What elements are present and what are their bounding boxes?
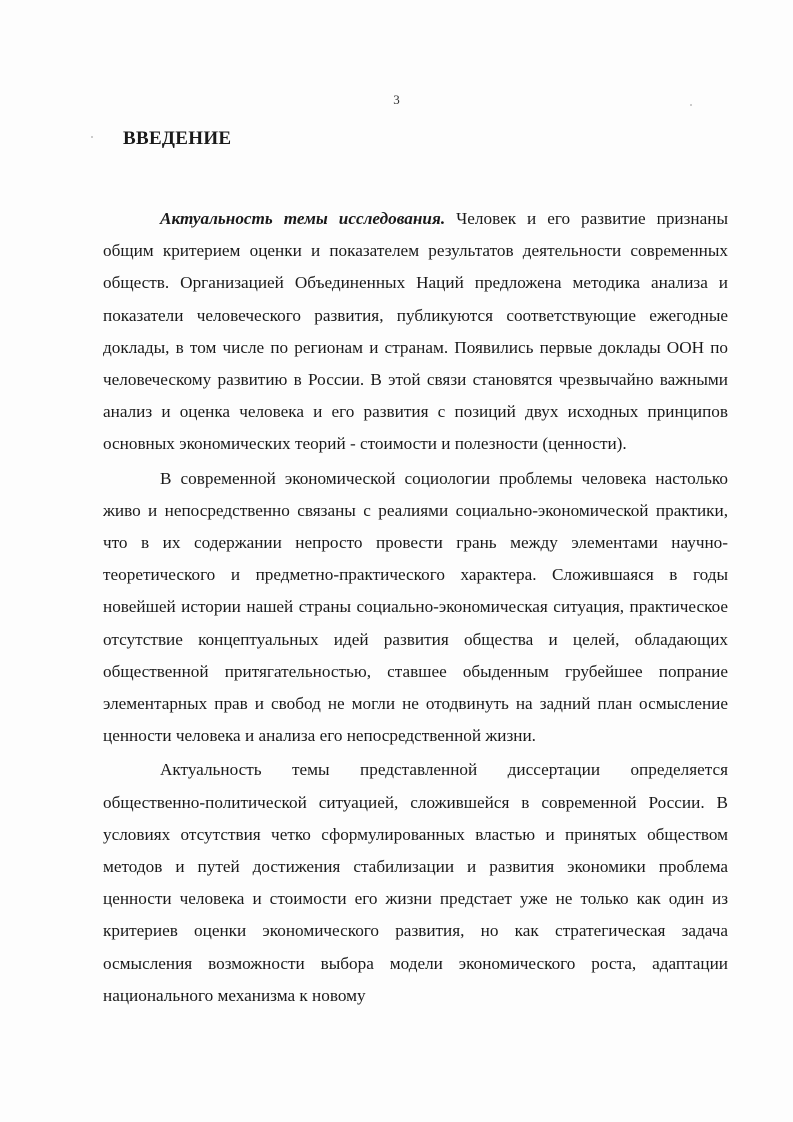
document-body xyxy=(103,203,728,1012)
section-heading: ВВЕДЕНИЕ xyxy=(123,128,232,149)
paragraph-sociology: В современной экономической социологии проблемы человека настолько живо и непосредственно связаны с реалиями социально-экономической практики, что в их содержании непросто провести грань между элементами научно-теоретического и предметно-практического характера. Сложившаяся в годы новейшей истории нашей страны социально-экономическая ситуация, практическое отсутствие концептуальных идей развития общества и целей, обладающих общественной притягательностью, ставшее обыденным грубейшее попрание элементарных прав и свобод не могли не отодвинуть на задний план осмысление ценности человека и анализа его непосредственной жизни. xyxy=(103,468,728,746)
paragraph-relevance xyxy=(103,203,728,461)
paragraph-lead: Актуальность темы исследования. xyxy=(160,209,446,228)
paragraph-text: Человек и его развитие признаны общим критерием оценки и показателем результатов деятельности современных обществ. Организацией Объединенных Наций предложена методика анализа и показатели человеческого развития, публикуются соответствующие ежегодные доклады, в том числе по регионам и странам. Появились первые доклады ООН по человеческому развитию в России. В этой связи становятся чрезвычайно важными анализ и оценка человека и его развития с позиций двух исходных принципов основных экономических теорий - стоимости и полезности (ценности). xyxy=(103,209,728,454)
scan-speck xyxy=(91,136,93,138)
page-number: 3 xyxy=(393,92,400,107)
scan-speck xyxy=(690,104,692,106)
paragraph-dissertation: Актуальность темы представленной диссертации определяется общественно-политической ситуацией, сложившейся в современной России. В условиях отсутствия четко сформулированных властью и принятых обществом методов и путей достижения стабилизации и развития экономики проблема ценности человека и стоимости его жизни предстает уже не только как один из критериев оценки экономического развития, но как стратегическая задача осмысления возможности выбора модели экономического роста, адаптации национального механизма к новому xyxy=(103,760,728,1005)
